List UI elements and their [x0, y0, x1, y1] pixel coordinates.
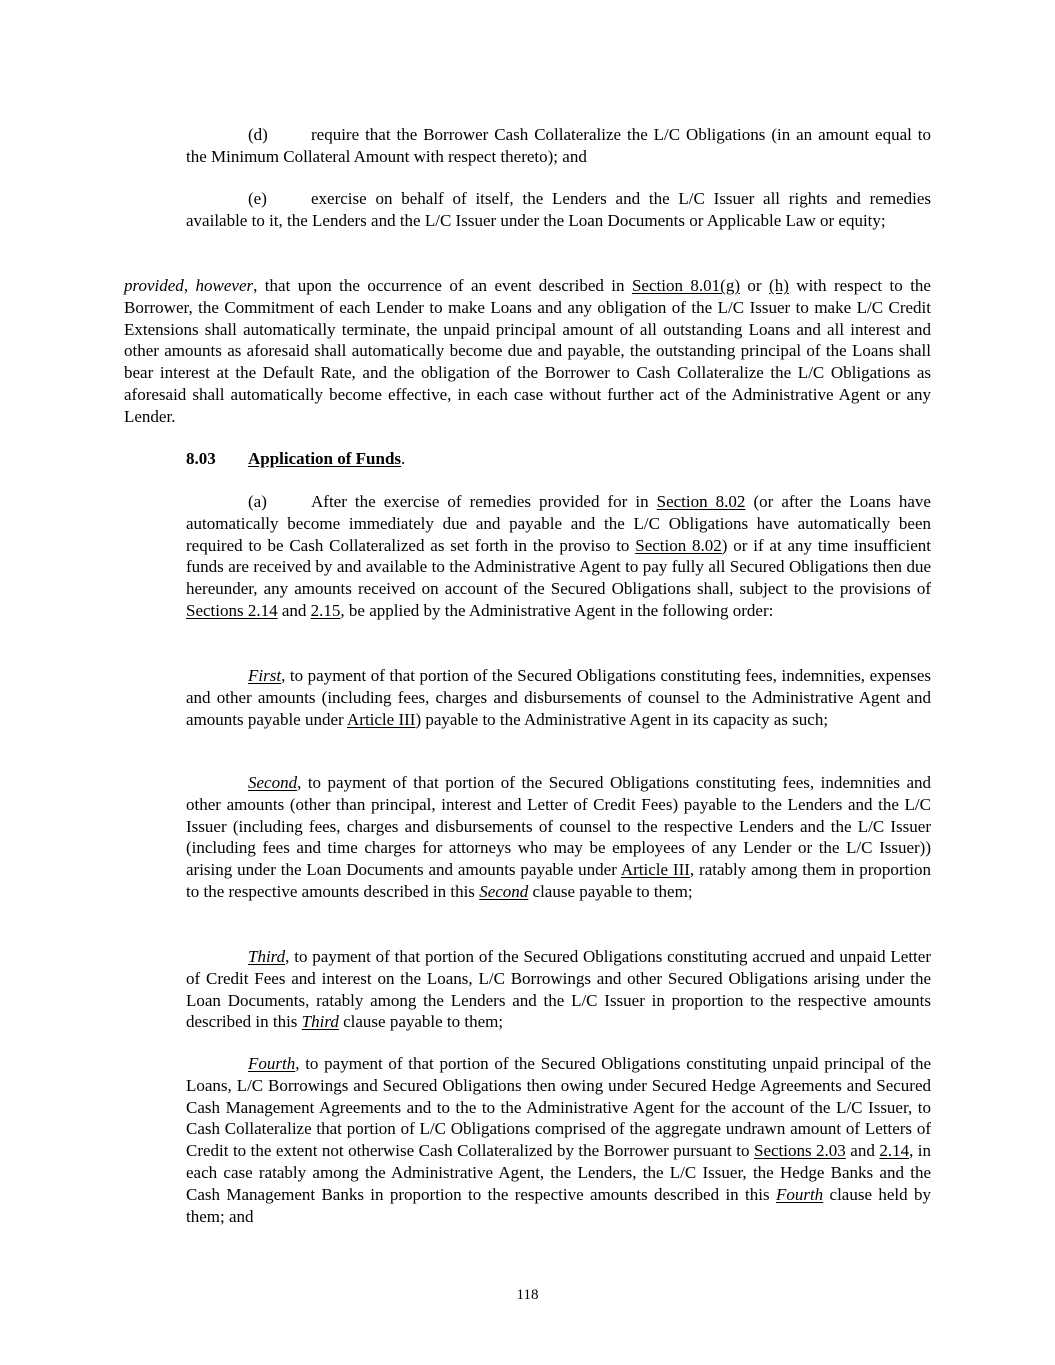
section-title: Application of Funds [248, 449, 402, 468]
clause-text: require that the Borrower Cash Collateralize the L/C Obligations (in an amount equal to the Minimum Collateral Amount with respect thereto); and [186, 125, 931, 166]
text: clause payable to them; [528, 881, 693, 901]
section-link[interactable]: Section 8.02 [656, 492, 746, 511]
priority-term: First [248, 666, 282, 685]
clause-first [186, 665, 931, 730]
page-number: 118 [516, 1287, 539, 1303]
section-number: 8.03 [186, 449, 216, 468]
text: , to payment of that portion of the Secured Obligations constituting accrued and unpaid Letter of Credit Fees and interest on the Loans, L/C Borrowings and other Secured Obligations arising under the Loan Documents, ratably among the Lenders and the L/C Issuer in proportion to the respective amounts described in this [186, 947, 931, 1032]
text: , to payment of that portion of the Secured Obligations constituting fees, indemnities and other amounts (other than principal, interest and Letter of Credit Fees) payable to the Lenders and the L/C Issuer (including fees, charges and disbursements of counsel to the respective Lenders and the L/C Issuer (including fees and time charges for attorneys who may be employees of any Lender or the L/C Issuer)) arising under the Loan Documents and amounts payable under [186, 773, 931, 880]
section-link[interactable]: Sections 2.03 [753, 1141, 846, 1161]
text: with respect to the Borrower, the Commitment of each Lender to make Loans and any obligation of the L/C Issuer to make L/C Credit Extensions shall automatically terminate, the unpaid principal amount of all outstanding Loans and all interest and other amounts as aforesaid shall automatically become due and payable, the outstanding principal of the Loans shall bear interest at the Default Rate, and the obligation of the Borrower to Cash Collateralize the L/C Obligations as aforesaid shall automatically become effective, in each case without further act of the Administrative Agent or any Lender. [124, 276, 931, 426]
text: ) payable to the Administrative Agent in its capacity as such; [415, 709, 829, 729]
priority-term: Second [479, 881, 529, 901]
clause-e [186, 188, 931, 232]
section-link[interactable]: (h) [769, 276, 789, 295]
text: and [845, 1141, 880, 1161]
clause-a [186, 491, 931, 622]
text: provided [124, 276, 184, 295]
clause-label: (a) [248, 492, 267, 511]
text: , be applied by the Administrative Agent in the following order: [340, 600, 774, 620]
text: however [195, 276, 254, 295]
text: ) or if at any time insufficient funds are received by and available to the Administrative Agent to pay fully all Secured Obligations then due hereunder, any amounts received on account of the Secured Obligations shall, subject to the provisions of [186, 535, 931, 599]
priority-term: Third [248, 947, 286, 966]
article-link[interactable]: Article III [620, 860, 690, 880]
text: After the exercise of remedies provided for in [311, 492, 657, 511]
text: , ratably among them in proportion to the respective amounts described in this [186, 860, 932, 901]
proviso-paragraph [124, 275, 931, 428]
section-link[interactable]: 2.15 [310, 600, 341, 620]
section-link[interactable]: Section 8.01(g) [631, 276, 740, 295]
text: clause payable to them; [338, 1012, 504, 1032]
priority-term: Fourth [775, 1184, 824, 1204]
text: , that upon the occurrence of an event described in [253, 276, 632, 295]
clause-label: (e) [248, 189, 267, 208]
text: or [739, 276, 770, 295]
clause-label: (d) [248, 125, 268, 144]
clause-d [186, 124, 931, 168]
text: , in each case ratably among the Administrative Agent, the Lenders, the L/C Issuer, the Hedge Banks and the Cash Management Banks in proportion to the respective amounts described in this [186, 1141, 932, 1204]
text: , [183, 276, 196, 295]
section-link[interactable]: Sections 2.14 [186, 600, 278, 620]
section-link[interactable]: Section 8.02 [635, 535, 722, 555]
text: , to payment of that portion of the Secured Obligations constituting unpaid principal of the Loans, L/C Borrowings and Secured Obligations then owing under Secured Hedge Agreements and Secured Cash Management Agreements and to the to the Administrative Agent for the account of the L/C Issuer, to Cash Collateralize that portion of L/C Obligations comprised of the aggregate undrawn amount of Letters of Credit to the extent not otherwise Cash Collateralized by the Borrower pursuant to [186, 1054, 931, 1161]
section-heading [186, 448, 405, 470]
text: . [401, 449, 406, 468]
text: , to payment of that portion of the Secured Obligations constituting fees, indemnities, expenses and other amounts (including fees, charges and disbursements of counsel to the Administrative Agent and amounts payable under [186, 666, 931, 729]
text: (or after the Loans have automatically become immediately due and payable and the L/C Obligations have automatically been required to be Cash Collateralized as set forth in the proviso to [186, 492, 931, 555]
article-link[interactable]: Article III [347, 709, 416, 729]
priority-term: Fourth [248, 1054, 296, 1073]
section-link[interactable]: 2.14 [879, 1141, 910, 1161]
text: clause held by them; and [186, 1184, 931, 1226]
clause-second [186, 772, 931, 903]
priority-term: Second [248, 773, 298, 792]
text: and [277, 600, 311, 620]
clause-third [186, 946, 931, 1033]
priority-term: Third [301, 1012, 339, 1032]
clause-text: exercise on behalf of itself, the Lenders and the L/C Issuer all rights and remedies available to it, the Lenders and the L/C Issuer under the Loan Documents or Applicable Law or equity; [186, 189, 931, 230]
clause-fourth [186, 1053, 931, 1227]
